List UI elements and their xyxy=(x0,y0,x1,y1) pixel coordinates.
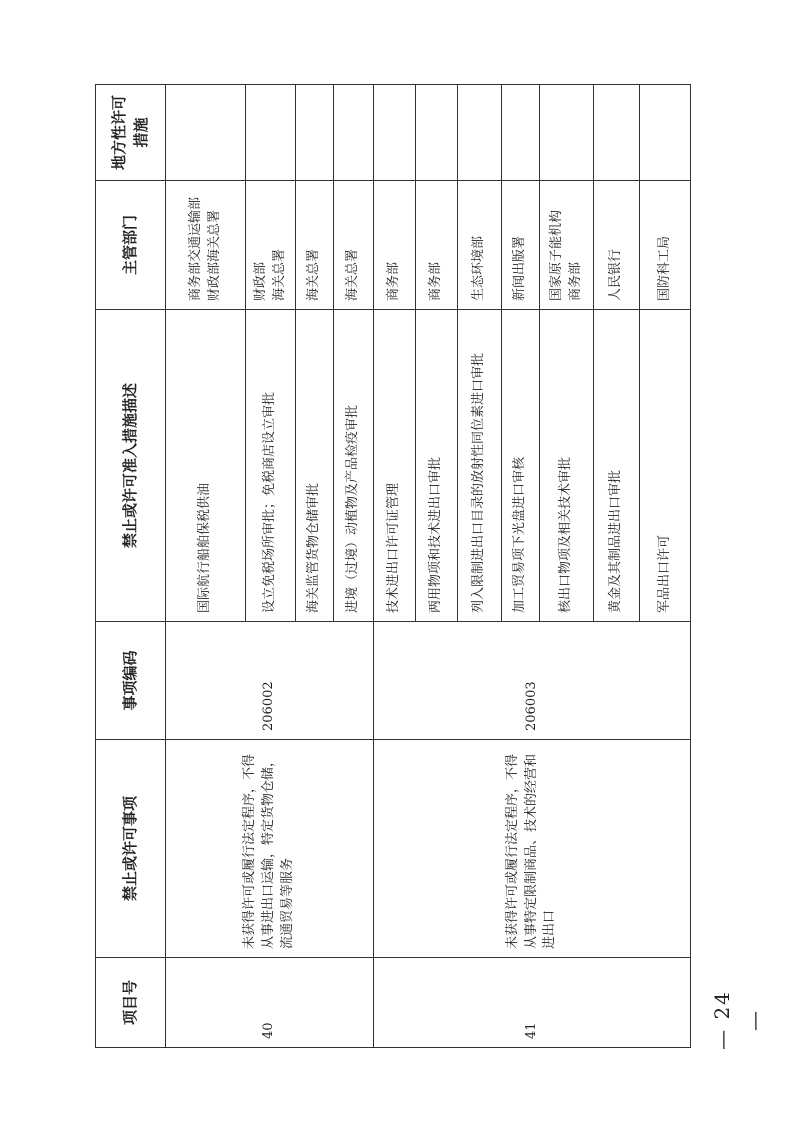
dept-cell: 商务部 xyxy=(416,181,458,310)
header-dept: 主管部门 xyxy=(96,181,166,310)
header-code: 事项编码 xyxy=(96,622,166,740)
local-cell xyxy=(374,85,416,181)
local-cell xyxy=(502,85,540,181)
header-desc: 禁止或许可准入措施描述 xyxy=(96,310,166,622)
table-row xyxy=(166,85,246,1048)
dept-cell xyxy=(166,181,246,310)
dept-line: 国家原子能机构 xyxy=(548,209,564,301)
page-number: — 24 — xyxy=(710,990,766,1050)
local-cell xyxy=(416,85,458,181)
local-cell xyxy=(246,85,296,181)
desc-cell: 加工贸易项下光盘进口审核 xyxy=(502,310,540,622)
header-row xyxy=(96,85,166,1048)
dept-line: 财政部海关总署 xyxy=(206,209,222,301)
page-number-box xyxy=(706,985,766,1055)
desc-cell: 两用物项和技术进出口审批 xyxy=(416,310,458,622)
dept-line: 商务部交通运输部 xyxy=(187,196,203,301)
desc-cell: 列入限制进出口目录的放射性同位素进口审批 xyxy=(458,310,502,622)
dept-cell: 生态环境部 xyxy=(458,181,502,310)
header-local: 地方性许可措施 xyxy=(96,85,166,181)
code-40: 206002 xyxy=(166,622,374,740)
desc-cell: 核出口物项及相关技术审批 xyxy=(540,310,594,622)
header-item-no: 项目号 xyxy=(96,958,166,1048)
local-cell xyxy=(540,85,594,181)
desc-cell: 国际航行船舶保税供油 xyxy=(166,310,246,622)
code-41: 206003 xyxy=(374,622,691,740)
local-cell xyxy=(166,85,246,181)
item-no-40: 40 xyxy=(166,958,374,1048)
dept-line: 财政部 xyxy=(252,261,268,301)
item-no-41: 41 xyxy=(374,958,691,1048)
dept-line: 海关总署 xyxy=(271,248,287,301)
desc-cell: 技术进出口许可证管理 xyxy=(374,310,416,622)
desc-cell: 海关监管货物仓储审批 xyxy=(296,310,334,622)
desc-cell: 进境（过境）动植物及产品检疫审批 xyxy=(334,310,374,622)
table-row xyxy=(374,85,416,1048)
local-cell xyxy=(334,85,374,181)
local-cell xyxy=(640,85,691,181)
dept-cell: 新闻出版署 xyxy=(502,181,540,310)
local-cell xyxy=(458,85,502,181)
dept-cell: 人民银行 xyxy=(594,181,640,310)
desc-cell: 军品出口许可 xyxy=(640,310,691,622)
local-cell xyxy=(296,85,334,181)
item-name-40: 未获得许可或履行法定程序，不得从事进出口运输，特定货物仓储，流通贸易等服务 xyxy=(166,740,374,958)
permit-table xyxy=(95,84,691,1048)
desc-cell: 黄金及其制品进出口审批 xyxy=(594,310,640,622)
dept-cell: 海关总署 xyxy=(296,181,334,310)
local-cell xyxy=(594,85,640,181)
dept-line: 商务部 xyxy=(567,261,583,301)
header-item-name: 禁止或许可事项 xyxy=(96,740,166,958)
dept-cell: 国防科工局 xyxy=(640,181,691,310)
item-name-41: 未获得许可或履行法定程序，不得从事特定限制商品、技术的经营和进出口 xyxy=(374,740,691,958)
dept-cell xyxy=(246,181,296,310)
dept-cell xyxy=(540,181,594,310)
desc-cell: 设立免税场所审批；免税商店设立审批 xyxy=(246,310,296,622)
dept-cell: 商务部 xyxy=(374,181,416,310)
dept-cell: 海关总署 xyxy=(334,181,374,310)
rotated-table-wrapper xyxy=(95,85,690,1048)
